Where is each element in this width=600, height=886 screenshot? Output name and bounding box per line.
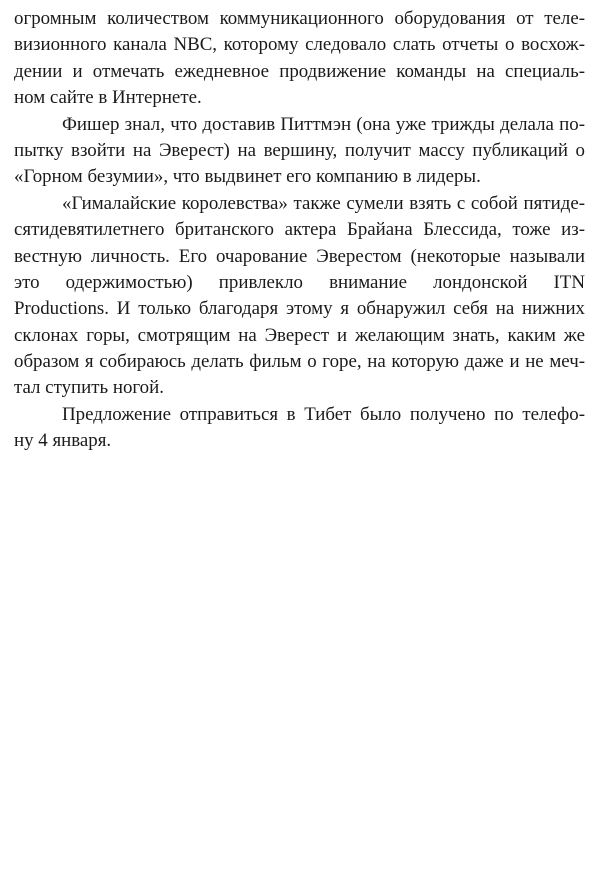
text-line: это одержимостью) привлекло внимание лондонской ITN <box>14 271 585 293</box>
text-line: Фишер знал, что доставив Питтмэн (она уже трижды делала по- <box>62 113 585 135</box>
text-line: Предложение отправиться в Тибет было получено по телефо- <box>62 403 585 425</box>
text-line: склонах горы, смотрящим на Эверест и желающим знать, каким же <box>14 324 585 346</box>
text-line: ну 4 января. <box>14 430 112 452</box>
paragraph-2 <box>14 112 585 191</box>
paragraph-1 <box>14 6 585 112</box>
paragraph-4 <box>14 402 585 455</box>
text-line: сятидевятилетнего британского актера Брайана Блессида, тоже из- <box>14 219 585 241</box>
text-line: образом я собираюсь делать фильм о горе, на которую даже и не меч- <box>14 351 585 373</box>
text-line: «Горном безумии», что выдвинет его компанию в лидеры. <box>14 166 481 188</box>
text-line: пытку взойти на Эверест) на вершину, получит массу публикаций о <box>14 139 585 161</box>
book-page-text <box>14 6 585 455</box>
paragraph-3 <box>14 191 585 402</box>
text-line: вестную личность. Его очарование Эверестом (некоторые называли <box>14 245 585 267</box>
text-line: «Гималайские королевства» также сумели взять с собой пятиде- <box>62 192 585 214</box>
text-line: Productions. И только благодаря этому я обнаружил себя на нижних <box>14 298 585 320</box>
text-line: тал ступить ногой. <box>14 377 164 399</box>
text-line: визионного канала NBC, которому следовало слать отчеты о восхож- <box>14 34 585 56</box>
text-line: дении и отмечать ежедневное продвижение команды на специаль- <box>14 60 585 82</box>
text-line: ном сайте в Интернете. <box>14 87 202 109</box>
text-line: огромным количеством коммуникационного оборудования от теле- <box>14 8 585 29</box>
